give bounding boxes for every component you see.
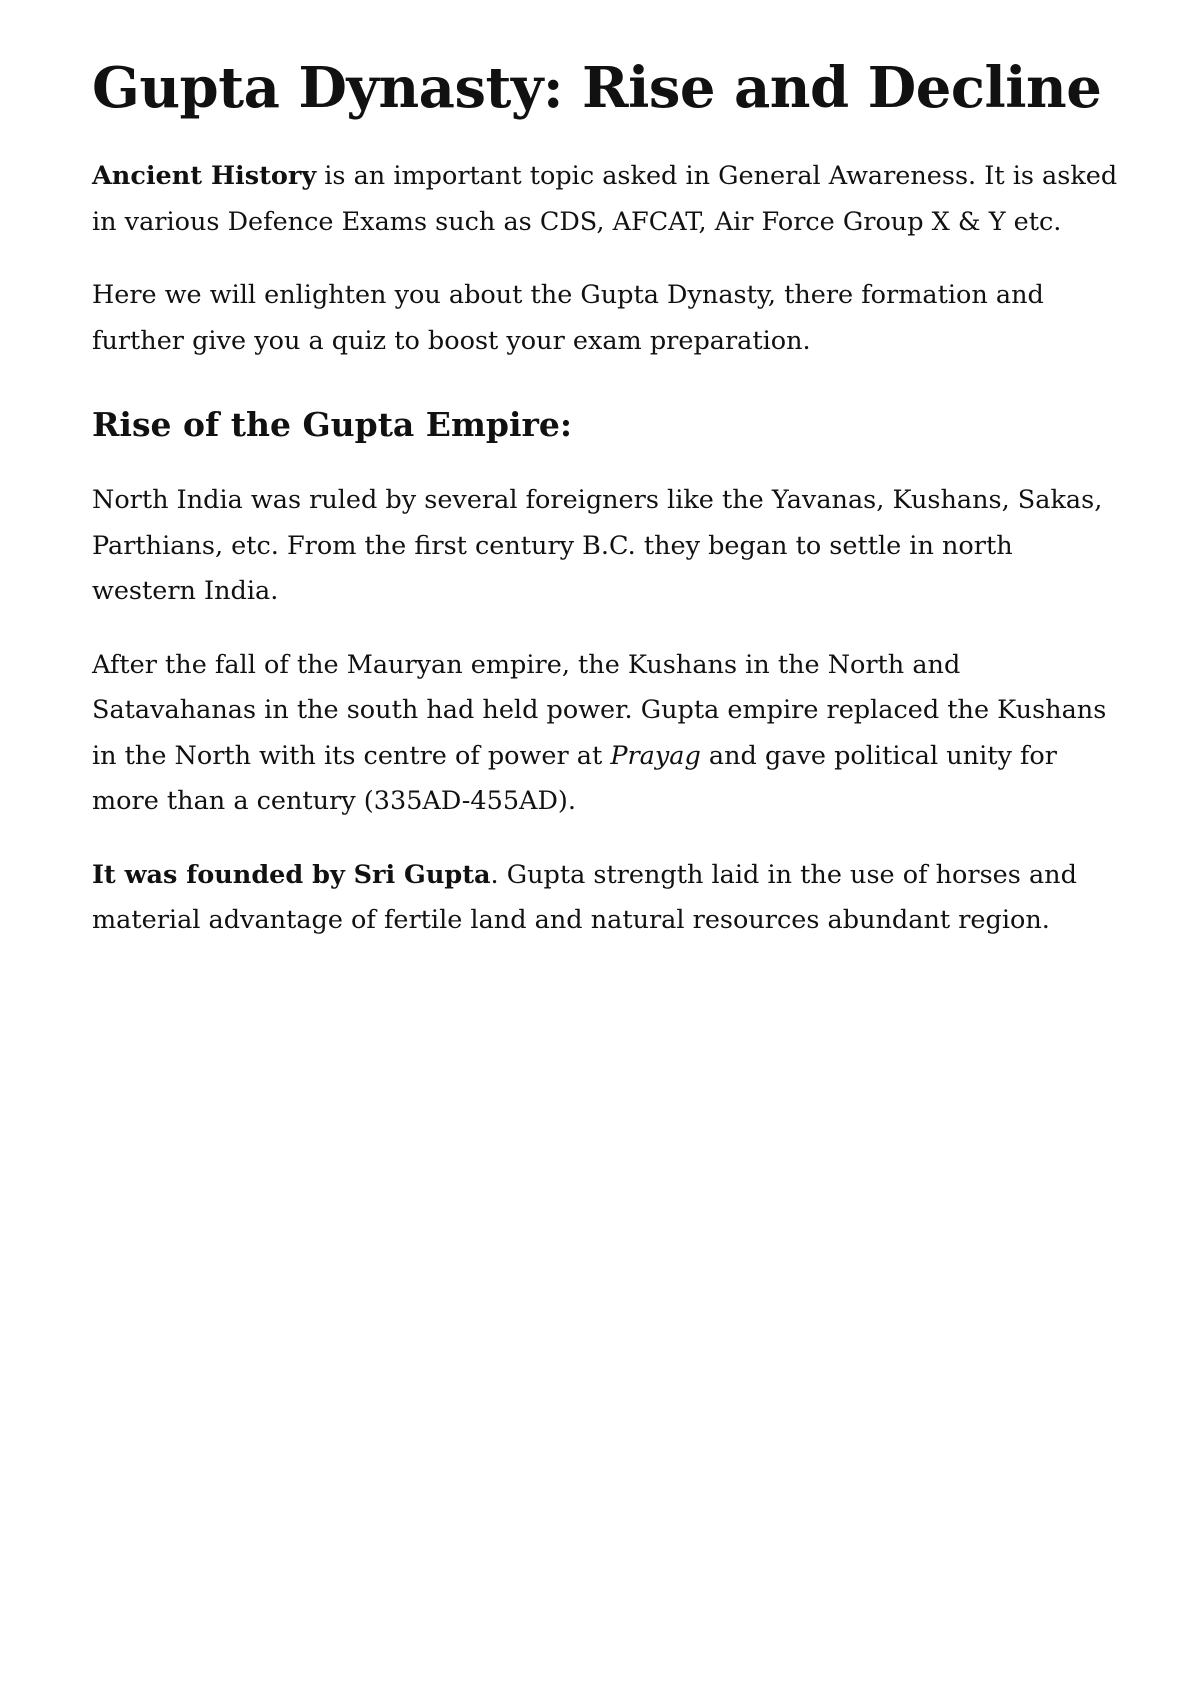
section-heading: Rise of the Gupta Empire:	[92, 405, 573, 444]
para2-text-before: After the fall of the Mauryan empire, the Kushans in the North and Satavahanas in the south had held power. Gupta empire replaced the Kushans in the North with its centre of power at	[92, 649, 1107, 771]
para3-bold-lead: It was founded by Sri Gupta	[92, 859, 491, 890]
paragraph-mauryan-fall	[92, 643, 1122, 825]
document-page	[92, 48, 1122, 972]
paragraph-foreigners: North India was ruled by several foreigners like the Yavanas, Kushans, Sakas, Parthians, etc. From the first century B.C. they began to settle in north western India.	[92, 485, 1103, 606]
intro-bold-lead: Ancient History	[92, 161, 317, 191]
intro-text: is an important topic asked in General Awareness. It is asked in various Defence Exams such as CDS, AFCAT, Air Force Group X & Y etc.	[92, 161, 1118, 237]
intro-paragraph-2: Here we will enlighten you about the Gupta Dynasty, there formation and further give you a quiz to boost your exam preparation.	[92, 280, 1044, 356]
paragraph-founder	[92, 853, 1122, 944]
para2-italic-prayag: Prayag	[610, 740, 701, 771]
para2-text-after: and gave political unity for more than a century (335AD-455AD).	[92, 740, 1057, 816]
page-title: Gupta Dynasty: Rise and Decline	[92, 55, 1102, 121]
intro-paragraph	[92, 154, 1122, 245]
para3-text: . Gupta strength laid in the use of horses and material advantage of fertile land and natural resources abundant region.	[92, 859, 1077, 935]
